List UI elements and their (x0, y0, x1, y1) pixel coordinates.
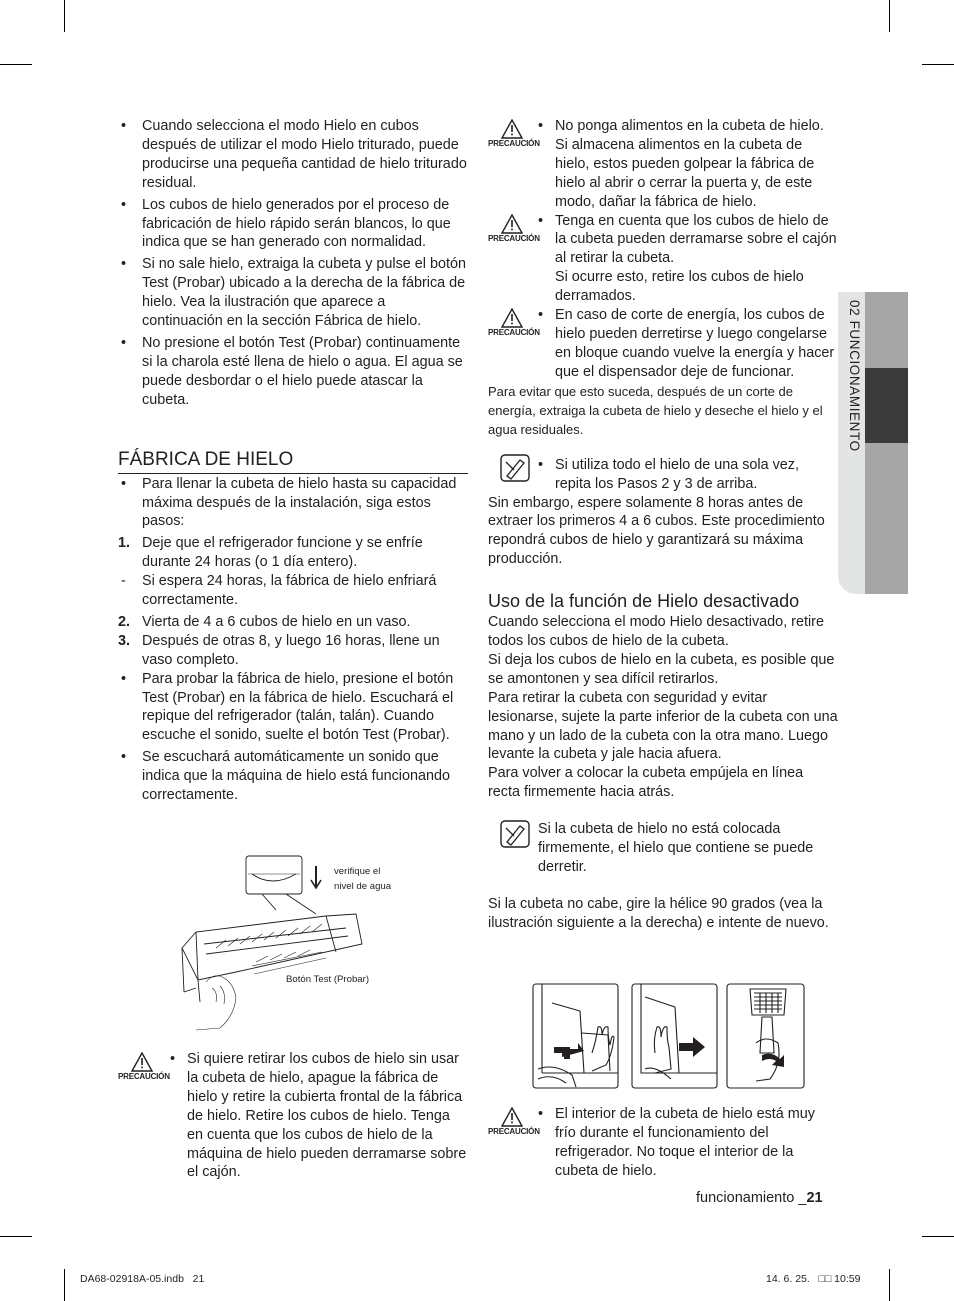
paragraph: Para volver a colocar la cubeta empújela en línea recta firmemente hacia atrás. (488, 765, 804, 801)
warning-triangle-icon (501, 119, 523, 139)
fig-label-level-2: nivel de agua (334, 881, 392, 892)
paragraph: Cuando selecciona el modo Hielo desactivado, retire todos los cubos de hielo de la cubeta. (488, 614, 824, 650)
warning-triangle-icon (131, 1052, 153, 1072)
list-item: • No presione el botón Test (Probar) continuamente si la charola esté llena de hielo o agua. El agua se puede desbordar o el hielo puede atascar la cubeta. (121, 334, 463, 408)
chapter-side-tab (838, 292, 908, 594)
fig-label-test: Botón Test (Probar) (286, 974, 370, 985)
step-item: 3. Después de otras 8, y luego 16 horas, llene un vaso completo. (118, 632, 440, 668)
paragraph: Sin embargo, espere solamente 8 horas antes de extraer los primeros 4 a 6 cubos. Este procedimiento repondrá cubos de hielo y garantizará su máxima producción. (488, 494, 825, 568)
list-item: • Se escuchará automáticamente un sonido que indica que la máquina de hielo está funcionando correctamente. (121, 749, 451, 804)
cubeta-illustration-2 (631, 983, 718, 1089)
caution-block: PRECAUCIÓN • Si quiere retirar los cubos de hielo sin usar la cubeta de hielo, apague la fábrica de hielo y retire la cubierta frontal de la fábrica de hielo. Retire los cubos de hielo. Tenga en cuenta que los cubos de hielo de la máquina de hielo pueden derramarse sobre el cajón. (118, 1051, 467, 1181)
list-item: • Los cubos de hielo generados por el proceso de fabricación de hielo rápido serán blancos, lo que indica que se han generado con normalidad. (121, 196, 451, 251)
caution-icon-block: PRECAUCIÓN (118, 1052, 166, 1082)
warning-triangle-icon (501, 308, 523, 328)
note-item: • Si utiliza todo el hielo de una sola vez, repita los Pasos 2 y 3 de arriba. (488, 456, 838, 494)
crop-mark (64, 0, 65, 32)
cubeta-illustration-3 (726, 983, 805, 1089)
caution-item: PRECAUCIÓN • No ponga alimentos en la cubeta de hielo. Si almacena alimentos en la cubeta de hielo, estos pueden golpear la fábrica de hielo al abrir o cerrar la puerta y, de este modo, dañar la fábrica de hielo. (488, 118, 824, 210)
caution-item: PRECAUCIÓN • Tenga en cuenta que los cubos de hielo de la cubeta pueden derramarse sobre el cajón al retirar la cubeta. Si ocurre esto, retire los cubos de hielo derramados. (488, 212, 837, 305)
ice-maker-drawing (176, 852, 406, 1034)
note-item: Si la cubeta de hielo no está colocada firmemente, el hielo que contiene se puede derretir. (488, 820, 838, 877)
crop-mark (64, 1269, 65, 1301)
warning-triangle-icon (501, 214, 523, 234)
list-item: • Para llenar la cubeta de hielo hasta su capacidad máxima después de la instalación, siga estos pasos: (121, 475, 457, 530)
crop-mark (922, 1236, 954, 1237)
step-item: 2. Vierta de 4 a 6 cubos de hielo en un vaso. (118, 613, 411, 630)
note-pencil-icon (500, 454, 530, 482)
paragraph: Si deja los cubos de hielo en la cubeta, es posible que se amontonen y sea difícil retirarlos. (488, 651, 835, 687)
page-number-line: funcionamiento _21 (696, 1190, 823, 1206)
print-date: 14. 6. 25. □□ 10:59 (766, 1273, 861, 1285)
caution-item: PRECAUCIÓN • En caso de corte de energía, los cubos de hielo pueden derretirse y luego congelarse en bloque cuando vuelve la energía y hacer que el dispensador deje de funcionar. (488, 307, 835, 380)
page-number: 21 (806, 1190, 823, 1206)
crop-mark (922, 64, 954, 65)
crop-mark (0, 64, 32, 65)
list-item: • Cuando selecciona el modo Hielo en cubos después de utilizar el modo Hielo triturado, puede producirse una pequeña cantidad de hielo triturado residual. (121, 118, 467, 191)
chapter-label: 02 FUNCIONAMIENTO (847, 300, 862, 452)
note-pencil-icon (500, 820, 530, 848)
section-title: FÁBRICA DE HIELO (118, 448, 468, 474)
warning-triangle-icon (501, 1107, 523, 1127)
dash-item: - Si espera 24 horas, la fábrica de hielo enfriará correctamente. (121, 573, 437, 609)
ice-maker-illustration (176, 852, 406, 1034)
step-item: 1. Deje que el refrigerador funcione y se enfríe durante 24 horas (o 1 día entero). (118, 535, 423, 571)
small-paragraph: Para evitar que esto suceda, después de un corte de energía, extraiga la cubeta de hielo y deseche el hielo y el agua residuales. (488, 383, 823, 437)
paragraph: Si la cubeta no cabe, gire la hélice 90 grados (vea la ilustración siguiente a la derecha) e intente de nuevo. (488, 895, 829, 931)
crop-mark (0, 1236, 32, 1237)
list-item: • Si no sale hielo, extraiga la cubeta y pulse el botón Test (Probar) ubicado a la derecha de la fábrica de hielo. Vea la ilustración que aparece a continuación en la sección Fábrica de hielo. (121, 256, 467, 330)
list-item: • Para probar la fábrica de hielo, presione el botón Test (Probar) en la fábrica de hielo. Escuchará el repique del refrigerador (talán, talán). Cuando escuche el sonido, suelte el botón Test (Probar). (121, 670, 454, 744)
file-info: DA68-02918A-05.indb 21 (80, 1273, 205, 1285)
caution-item: PRECAUCIÓN • El interior de la cubeta de hielo está muy frío durante el funcionamiento del refrigerador. No toque el interior de la cubeta de hielo. (488, 1106, 815, 1179)
cubeta-illustration-1 (532, 983, 619, 1089)
crop-mark (889, 1269, 890, 1301)
section-heading: Uso de la función de Hielo desactivado (488, 591, 800, 612)
left-column (118, 117, 468, 805)
paragraph: Para retirar la cubeta con seguridad y evitar lesionarse, sujete la parte inferior de la cubeta con una mano y un lado de la cubeta con la otra mano. Luego levante la cubeta y jale hacia afuera. (488, 689, 838, 763)
right-column (488, 117, 838, 933)
crop-mark (889, 0, 890, 32)
fig-label-level-1: verifique el (334, 866, 381, 877)
